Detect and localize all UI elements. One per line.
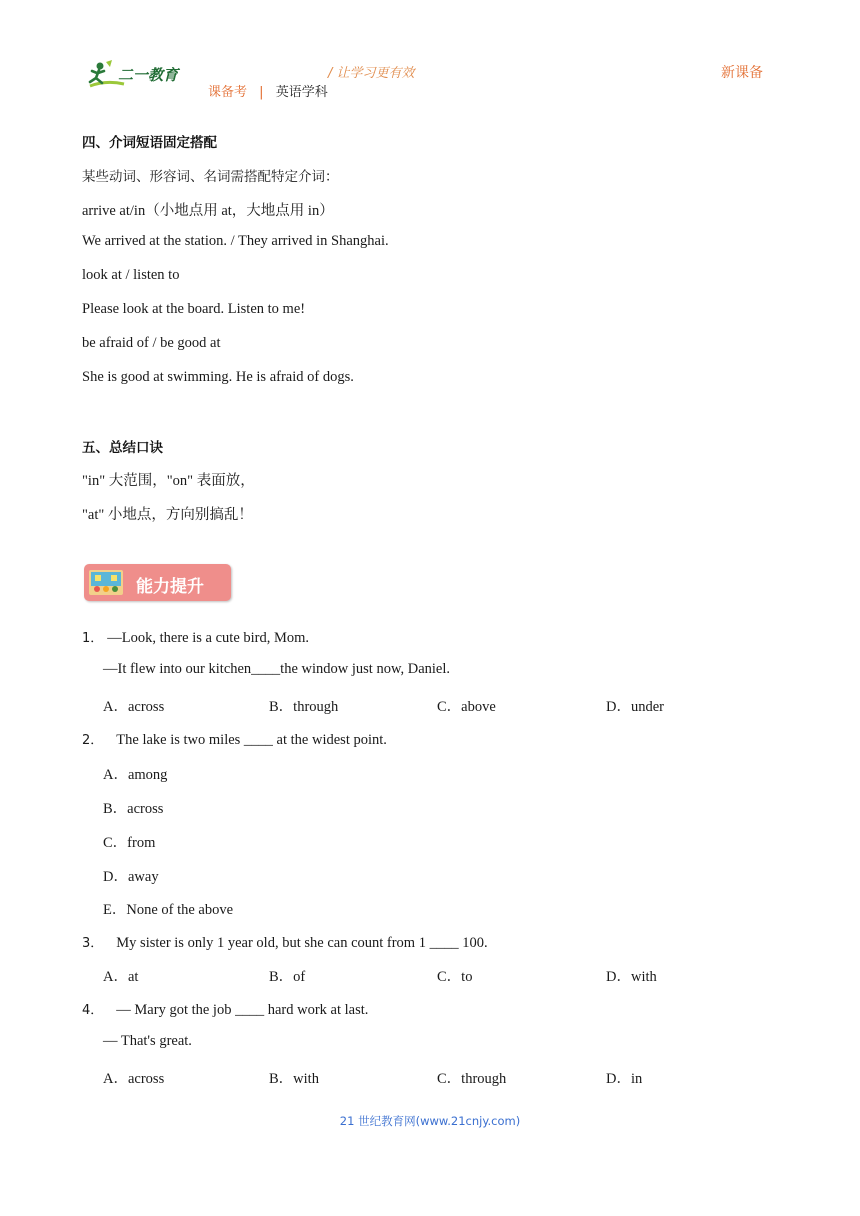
section4-intro: 某些动词、形容词、名词需搭配特定介词： bbox=[82, 169, 339, 185]
option-b[interactable]: B．through bbox=[269, 699, 339, 715]
question-stem: —Look, there is a cute bird, Mom. bbox=[107, 630, 310, 646]
question-stem-2: —It flew into our kitchen____the window just now, Daniel. bbox=[103, 661, 451, 677]
option-d[interactable]: D．away bbox=[103, 869, 159, 885]
question-1 bbox=[82, 627, 309, 647]
classroom-icon bbox=[89, 570, 123, 595]
question-stem: The lake is two miles ____ at the widest point. bbox=[116, 732, 387, 748]
series-label: 课备考 bbox=[208, 85, 248, 100]
logo-text: 二一教育 bbox=[118, 66, 179, 84]
section5-line: "in" 大范围，"on" 表面放， bbox=[82, 473, 255, 489]
option-c[interactable]: C．from bbox=[103, 835, 156, 851]
question-4 bbox=[82, 999, 368, 1019]
question-number: 3． bbox=[82, 936, 104, 951]
option-a[interactable]: A．among bbox=[103, 767, 168, 783]
section4-line: We arrived at the station. / They arrived in Shanghai. bbox=[82, 233, 389, 249]
section4-line: Please look at the board. Listen to me! bbox=[82, 301, 306, 317]
badge-label: 能力提升 bbox=[136, 577, 204, 597]
section4-line: arrive at/in（小地点用 at，大地点用 in） bbox=[82, 203, 334, 219]
subject-row bbox=[208, 81, 328, 100]
question-number: 2． bbox=[82, 733, 104, 748]
question-number: 4． bbox=[82, 1003, 104, 1018]
logo-icon bbox=[84, 58, 194, 92]
header-separator: | bbox=[259, 85, 264, 100]
option-c[interactable]: C．through bbox=[437, 1071, 507, 1087]
option-c[interactable]: C．to bbox=[437, 969, 473, 985]
slogan: / 让学习更有效 bbox=[328, 66, 415, 81]
option-c[interactable]: C．above bbox=[437, 699, 496, 715]
question-number: 1． bbox=[82, 631, 104, 646]
section5-title: 五、总结口诀 bbox=[82, 440, 163, 456]
footer-link[interactable]: 21 世纪教育网(www.21cnjy.com) bbox=[339, 1114, 521, 1128]
ability-badge bbox=[84, 564, 231, 601]
question-3 bbox=[82, 932, 488, 952]
option-b[interactable]: B．of bbox=[269, 969, 306, 985]
option-a[interactable]: A．at bbox=[103, 969, 139, 985]
edition-label: 新课备 bbox=[721, 65, 763, 81]
section4-line: She is good at swimming. He is afraid of dogs. bbox=[82, 369, 354, 385]
option-d[interactable]: D．with bbox=[606, 969, 657, 985]
option-e[interactable]: E．None of the above bbox=[103, 902, 234, 918]
question-stem: — Mary got the job ____ hard work at last. bbox=[116, 1002, 369, 1018]
option-a[interactable]: A．across bbox=[103, 699, 165, 715]
section4-line: look at / listen to bbox=[82, 267, 180, 283]
question-2 bbox=[82, 729, 387, 749]
question-stem: My sister is only 1 year old, but she can count from 1 ____ 100. bbox=[116, 935, 488, 951]
option-b[interactable]: B．with bbox=[269, 1071, 319, 1087]
section5-line: "at" 小地点，方向别搞乱！ bbox=[82, 507, 253, 523]
option-d[interactable]: D．in bbox=[606, 1071, 643, 1087]
subject-label: 英语学科 bbox=[275, 85, 328, 100]
section4-title: 四、介词短语固定搭配 bbox=[82, 135, 217, 151]
option-b[interactable]: B．across bbox=[103, 801, 164, 817]
option-d[interactable]: D．under bbox=[606, 699, 664, 715]
question-stem-2: — That's great. bbox=[103, 1033, 192, 1049]
section4-line: be afraid of / be good at bbox=[82, 335, 221, 351]
option-a[interactable]: A．across bbox=[103, 1071, 165, 1087]
